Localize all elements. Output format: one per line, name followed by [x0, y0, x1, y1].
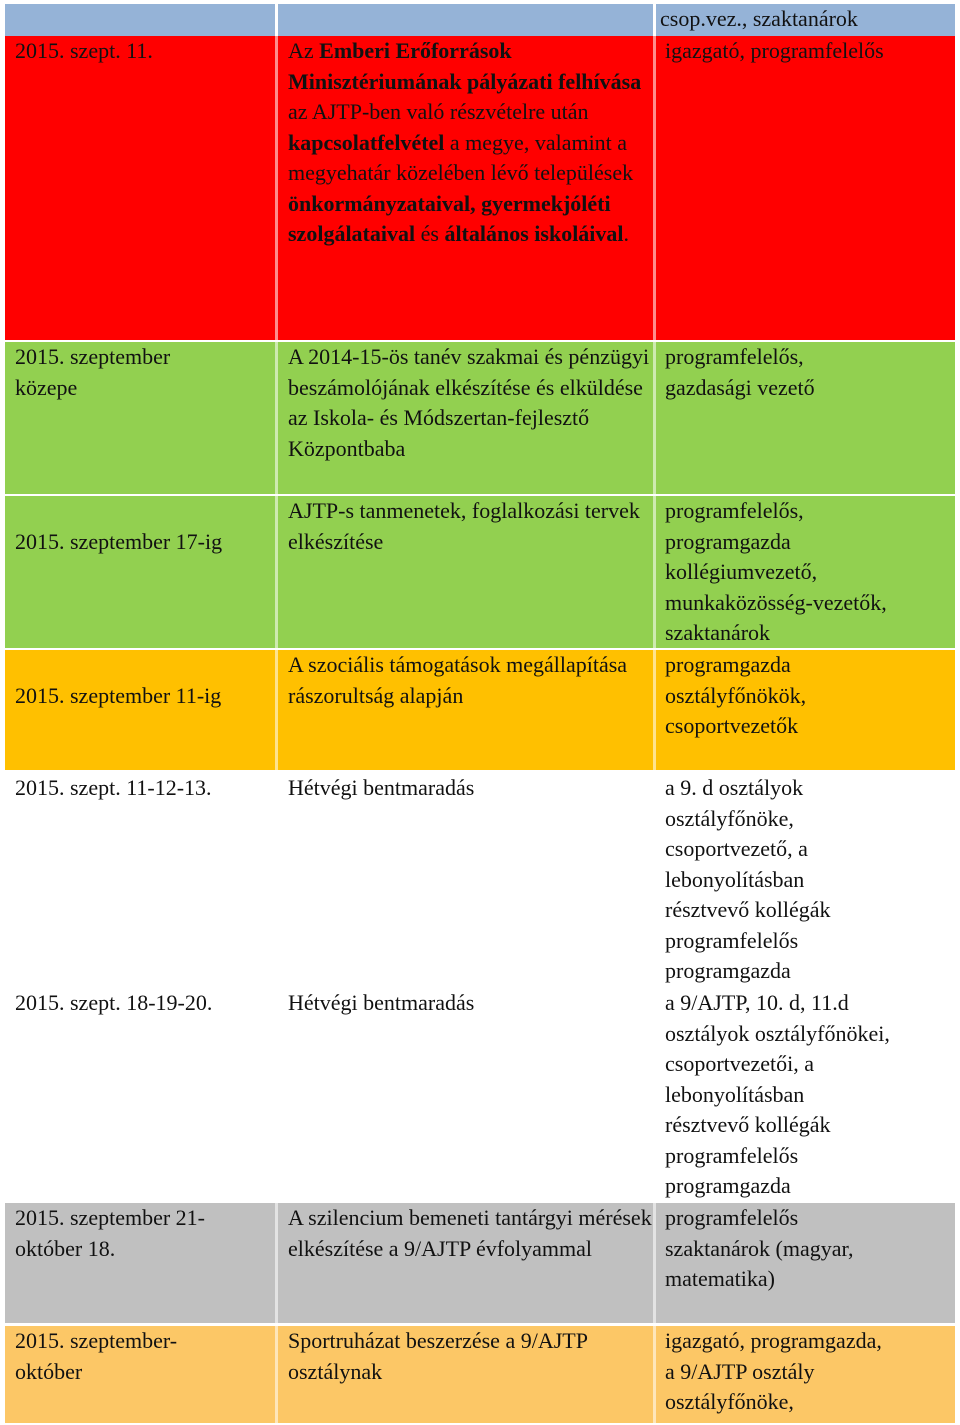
task-text-fragment: Emberi Erőforrások Minisztériumának pályázati felhívása — [288, 38, 642, 94]
row-responsible: programfelelős szaktanárok (magyar, matematika) — [665, 1205, 854, 1291]
row-responsible: igazgató, programfelelős — [665, 38, 884, 63]
task-text-fragment: a megye, valamint a megyehatár közelében lévő települések — [288, 129, 634, 185]
row-responsible: a 9. d osztályok osztályfőnöke, csoportvezető, a lebonyolításban résztvevő kollégák programfelelős programgazda — [665, 775, 831, 983]
table-row — [5, 1203, 955, 1323]
row-date: 2015. szept. 11. — [15, 38, 153, 63]
column-divider — [653, 1326, 656, 1423]
table-row — [5, 650, 955, 770]
task-text-fragment: . — [623, 221, 630, 246]
row-date: 2015. szeptember- október — [15, 1328, 178, 1384]
task-text-fragment: és — [415, 221, 445, 246]
row-responsible: igazgató, programgazda, a 9/AJTP osztály osztályfőnöke, — [665, 1328, 882, 1414]
task-text-fragment: Az — [288, 38, 320, 63]
task-text-fragment: önkormányzataival, gyermekjóléti szolgálataival — [288, 190, 611, 246]
row-date: 2015. szept. 18-19-20. — [15, 990, 213, 1015]
table-row — [5, 342, 955, 494]
row-date: 2015. szeptember 21- október 18. — [15, 1205, 205, 1261]
row-task: AJTP-s tanmenetek, foglalkozási tervek elkészítése — [288, 498, 640, 554]
column-divider — [653, 650, 656, 770]
row-task: A szilencium bemeneti tantárgyi mérések elkészítése a 9/AJTP évfolyammal — [288, 1205, 652, 1261]
row-task: Hétvégi bentmaradás — [288, 990, 475, 1015]
table-row — [5, 496, 955, 648]
row-date: 2015. szeptember 17-ig — [15, 529, 223, 554]
column-divider — [275, 1326, 278, 1423]
table-row — [5, 988, 955, 1202]
row-responsible: a 9/AJTP, 10. d, 11.d osztályok osztályfőnökei, csoportvezetői, a lebonyolításban résztvevő kollégák programfelelős programgazda — [665, 990, 890, 1198]
row-date: 2015. szept. 11-12-13. — [15, 775, 212, 800]
column-divider — [275, 342, 278, 494]
column-divider — [275, 650, 278, 770]
column-divider — [653, 342, 656, 494]
header-strip-block — [5, 4, 275, 36]
table-row — [5, 773, 955, 987]
column-divider — [653, 496, 656, 648]
row-task — [288, 36, 653, 250]
header-responsible: csop.vez., szaktanárok — [660, 6, 858, 31]
row-responsible: programfelelős, gazdasági vezető — [665, 344, 815, 400]
row-date: 2015. szeptember közepe — [15, 344, 171, 400]
column-divider — [275, 496, 278, 648]
header-strip-block — [278, 4, 653, 36]
column-divider — [653, 36, 656, 340]
row-task: Sportruházat beszerzése a 9/AJTP osztálynak — [288, 1328, 588, 1384]
header-strip — [5, 4, 955, 36]
row-responsible: programfelelős, programgazda kollégiumvezető, munkaközösség-vezetők, szaktanárok — [665, 498, 887, 645]
task-text-fragment: általános iskoláival — [444, 221, 624, 246]
task-text-fragment: az AJTP-ben való részvételre után — [288, 99, 589, 124]
row-date: 2015. szeptember 11-ig — [15, 683, 222, 708]
table-row — [5, 1326, 955, 1423]
table-row — [5, 36, 955, 340]
row-task: A szociális támogatások megállapítása rászorultság alapján — [288, 652, 628, 708]
column-divider — [275, 36, 278, 340]
column-divider — [275, 1203, 278, 1323]
row-task: A 2014-15-ös tanév szakmai és pénzügyi beszámolójának elkészítése és elküldése az Iskola- és Módszertan-fejlesztő Központbaba — [288, 344, 650, 461]
row-task: Hétvégi bentmaradás — [288, 775, 475, 800]
column-divider — [653, 1203, 656, 1323]
row-responsible: programgazda osztályfőnökök, csoportvezetők — [665, 652, 807, 738]
task-text-fragment: kapcsolatfelvétel — [288, 129, 445, 155]
